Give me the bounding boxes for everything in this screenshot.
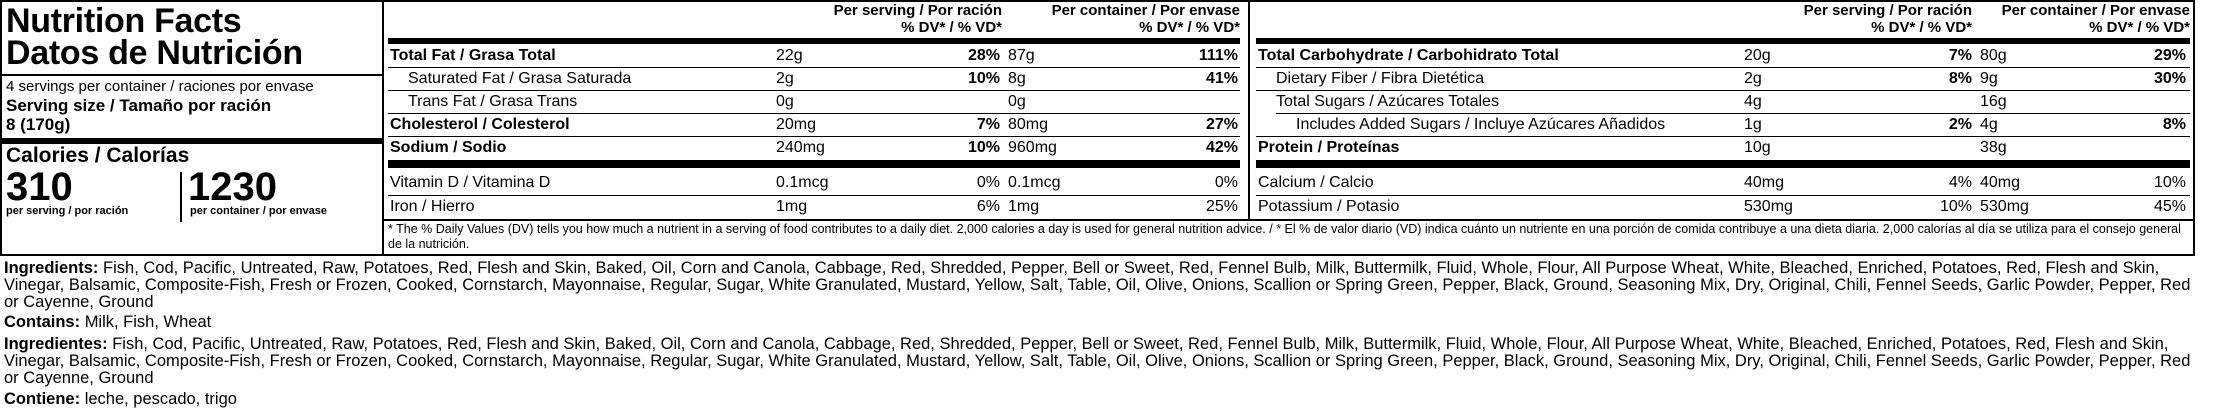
- nutrient-row-total-fat: Total Fat / Grasa Total 22g 28% 87g 111%: [390, 47, 1238, 64]
- nutrient-row-iron: Iron / Hierro 1mg 6% 1mg 25%: [390, 198, 1238, 215]
- nutrient-row-dietary-fiber: Dietary Fiber / Fibra Dietética 2g 8% 9g 30%: [1276, 70, 2186, 87]
- ingredients-text: Fish, Cod, Pacific, Untreated, Raw, Potatoes, Red, Flesh and Skin, Baked, Oil, Corn and Canola, Cabbage, Red, Shredded, Pepper, Bell or Sweet, Red, Fennel Bulb, Milk, Buttermilk, Fluid, Whole, Flour, All Purpose Wheat, White, Bleached, Enriched, Potatoes, Red, Flesh and Skin, Vinegar, Balsamic, Composite-Fish, Fresh or Frozen, Cooked, Cornstarch, Mayonnaise, Regular, Sugar, White Granulated, Mustard, Yellow, Salt, Table, Oil, Olive, Onions, Scallion or Spring Green, Pepper, Black, Ground, Seasoning Mix, Dry, Original, Chili, Fennel Seeds, Garlic Powder, Pepper, Red or Cayenne, Ground: [4, 259, 2191, 311]
- contains-label: Contains:: [4, 313, 81, 331]
- ingredients-spanish: [4, 336, 2194, 387]
- left-per-container-header: Per container / Por envase % DV* / % VD*: [1051, 2, 1240, 36]
- left-vitamins-rule: [388, 160, 1240, 168]
- contains-spanish: [4, 391, 2194, 408]
- serving-size-value: 8 (170g): [6, 115, 71, 134]
- contains-english: [4, 314, 2194, 331]
- title-spanish: Datos de Nutrición: [6, 34, 303, 72]
- nutrient-row-potassium: Potassium / Potasio 530mg 10% 530mg 45%: [1258, 198, 2186, 215]
- nutrient-row-trans-fat: Trans Fat / Grasa Trans 0g 0g: [408, 93, 1026, 110]
- nutrient-row-cholesterol: Cholesterol / Colesterol 20mg 7% 80mg 27%: [390, 116, 1238, 133]
- serving-size-label: Serving size / Tamaño por ración: [6, 96, 272, 115]
- ingredientes-label: Ingredientes:: [4, 335, 108, 353]
- calories-divider: [180, 172, 182, 222]
- ingredients-english: [4, 260, 2194, 311]
- right-minerals-rule: [1256, 160, 2190, 168]
- calories-per-serving: 310: [6, 165, 73, 209]
- nutrient-row-protein: Protein / Proteínas 10g 38g: [1258, 139, 2007, 156]
- right-per-serving-header: Per serving / Por ración % DV* / % VD*: [1803, 2, 1972, 36]
- nutrient-row-sodium: Sodium / Sodio 240mg 10% 960mg 42%: [390, 139, 1238, 156]
- calories-per-container-label: per container / por envase: [190, 205, 327, 217]
- ingredientes-text: Fish, Cod, Pacific, Untreated, Raw, Potatoes, Red, Flesh and Skin, Baked, Oil, Corn and Canola, Cabbage, Red, Shredded, Pepper, Bell or Sweet, Red, Fennel Bulb, Milk, Buttermilk, Fluid, Whole, Flour, All Purpose Wheat, White, Bleached, Enriched, Potatoes, Red, Flesh and Skin, Vinegar, Balsamic, Composite-Fish, Fresh or Frozen, Cooked, Cornstarch, Mayonnaise, Regular, Sugar, White Granulated, Mustard, Yellow, Salt, Table, Oil, Olive, Onions, Scallion or Spring Green, Pepper, Black, Ground, Seasoning Mix, Dry, Original, Chili, Fennel Seeds, Garlic Powder, Pepper, Red or Cayenne, Ground: [4, 335, 2191, 387]
- title-english: Nutrition Facts: [6, 2, 242, 40]
- table-column-separator: [1248, 0, 1250, 220]
- left-per-serving-header: Per serving / Por ración % DV* / % VD*: [833, 2, 1002, 36]
- right-per-container-header: Per container / Por envase % DV* / % VD*: [2001, 2, 2190, 36]
- contiene-text: leche, pescado, trigo: [84, 390, 237, 408]
- nutrient-row-added-sugars: Includes Added Sugars / Incluye Azúcares Añadidos 1g 2% 4g 8%: [1296, 116, 2186, 133]
- nutrient-row-total-carbohydrate: Total Carbohydrate / Carbohidrato Total 20g 7% 80g 29%: [1258, 47, 2186, 64]
- contiene-label: Contiene:: [4, 390, 81, 408]
- contains-text: Milk, Fish, Wheat: [84, 313, 212, 331]
- calories-heading: Calories / Calorías: [6, 144, 190, 167]
- nutrient-row-vitamin-d: Vitamin D / Vitamina D 0.1mcg 0% 0.1mcg 0%: [390, 174, 1238, 191]
- nutrient-row-total-sugars: Total Sugars / Azúcares Totales 4g 16g: [1276, 93, 2007, 110]
- calories-per-container: 1230: [188, 165, 277, 209]
- servings-per-container: 4 servings per container / raciones por envase: [6, 78, 314, 95]
- serving-size: [6, 96, 271, 134]
- title-divider: [2, 74, 382, 76]
- calories-per-serving-label: per serving / por ración: [6, 205, 129, 217]
- brand-column-separator: [382, 0, 384, 256]
- footnote-divider: [384, 219, 2195, 221]
- left-table-top-rule: [388, 38, 1240, 44]
- nutrient-row-calcium: Calcium / Calcio 40mg 4% 40mg 10%: [1258, 174, 2186, 191]
- right-table-top-rule: [1256, 38, 2190, 44]
- nutrient-row-saturated-fat: Saturated Fat / Grasa Saturada 2g 10% 8g 41%: [408, 70, 1238, 87]
- ingredients-label: Ingredients:: [4, 259, 99, 277]
- daily-value-footnote: * The % Daily Values (DV) tells you how much a nutrient in a serving of food contributes to a daily diet. 2,000 calories a day is used for general nutrition advice. / * El % de valor diario (VD) indica cuánto un nutriente en una porción de comida contribuye a una dieta diaria. 2,000 calorías al día se utiliza para el consejo general de la nutrición.: [388, 222, 2181, 251]
